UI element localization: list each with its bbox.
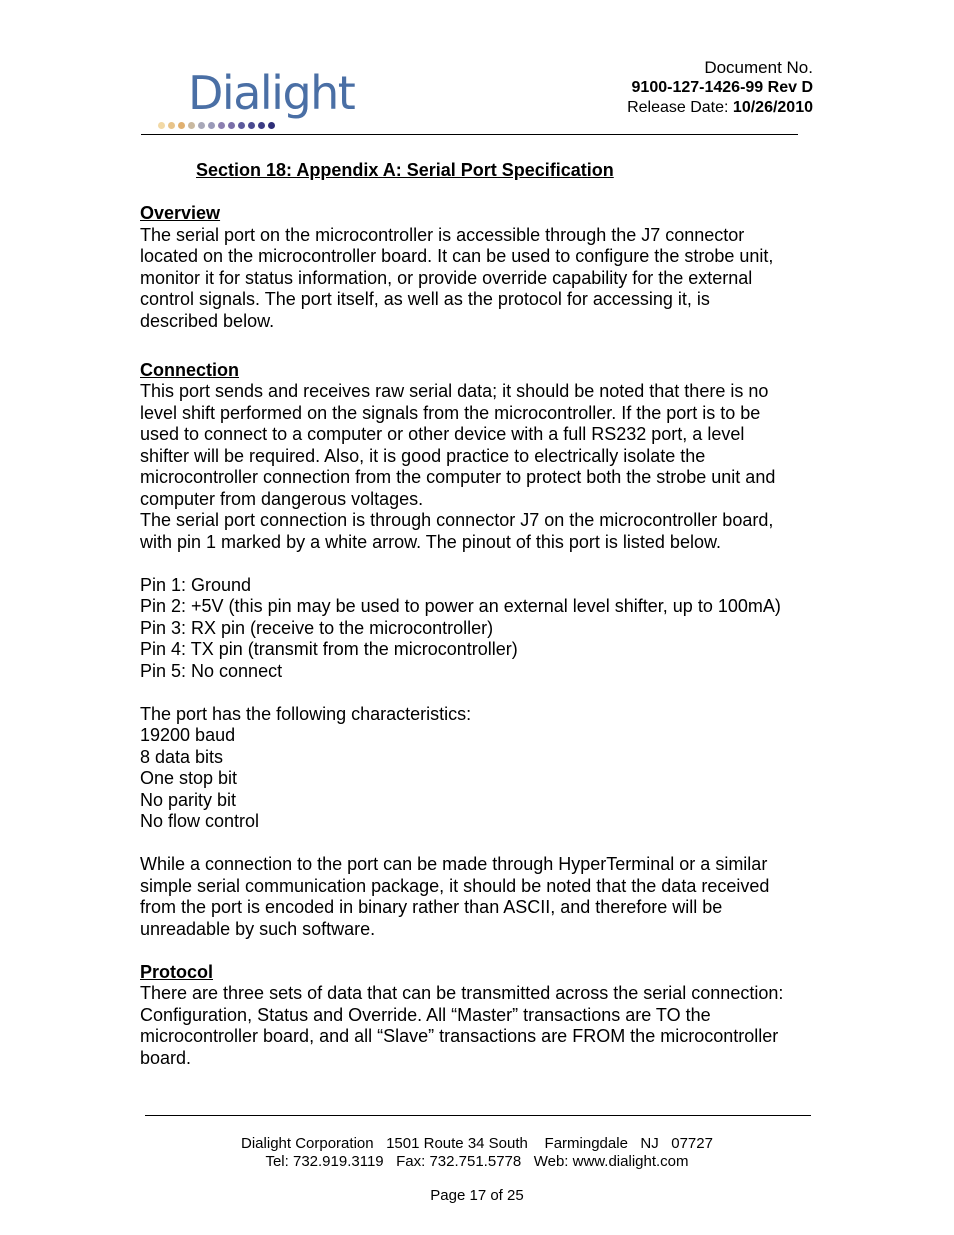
- protocol-heading: Protocol: [140, 961, 214, 982]
- release-date: 10/26/2010: [732, 99, 813, 116]
- text-line: The serial port connection is through connector J7 on the microcontroller board,: [140, 510, 774, 530]
- doc-label: Document No.: [704, 58, 813, 77]
- logo-dot: [208, 122, 215, 129]
- page-number: Page 17 of 25: [430, 1187, 524, 1204]
- text-line: unreadable by such software.: [140, 918, 376, 939]
- logo-dot: [238, 122, 245, 129]
- footer-contact: Tel: 732.919.3119 Fax: 732.751.5778 Web: www.dialight.com: [265, 1153, 689, 1170]
- text-line: microcontroller connection from the computer to protect both the strobe unit and: [140, 467, 776, 487]
- overview-paragraph: [140, 225, 830, 333]
- logo-dot: [188, 122, 195, 129]
- text-line: Pin 4: TX pin (transmit from the microcontroller): [140, 639, 518, 659]
- characteristics-list: [140, 725, 830, 833]
- pinout-list: [140, 575, 830, 683]
- logo-dot: [168, 122, 175, 129]
- text-line: Pin 5: No connect: [140, 660, 283, 681]
- logo-dot: [268, 122, 275, 129]
- text-line: 19200 baud: [140, 725, 236, 745]
- logo-dot: [258, 122, 265, 129]
- text-line: computer from dangerous voltages.: [140, 488, 424, 509]
- logo-dot: [218, 122, 225, 129]
- text-line: This port sends and receives raw serial data; it should be noted that there is no: [140, 381, 769, 401]
- footer-divider: [145, 1115, 811, 1116]
- text-line: control signals. The port itself, as well as the protocol for accessing it, is: [140, 289, 710, 309]
- text-line: microcontroller board, and all “Slave” transactions are FROM the microcontroller: [140, 1026, 779, 1046]
- hyperterminal-note: [140, 854, 830, 940]
- page-footer: [0, 1135, 954, 1205]
- text-line: The serial port on the microcontroller is accessible through the J7 connector: [140, 224, 745, 245]
- text-line: used to connect to a computer or other device with a full RS232 port, a level: [140, 424, 745, 444]
- text-line: board.: [140, 1047, 192, 1068]
- text-line: Configuration, Status and Override. All “Master” transactions are TO the: [140, 1004, 711, 1025]
- text-line: While a connection to the port can be made through HyperTerminal or a similar: [140, 854, 768, 874]
- release-label: Release Date:: [627, 99, 729, 116]
- doc-number: 9100-127-1426-99 Rev D: [631, 79, 813, 96]
- connection-heading: Connection: [140, 359, 239, 380]
- release-line: [627, 98, 813, 118]
- section-title: Section 18: Appendix A: Serial Port Specification: [196, 160, 614, 180]
- document-body: [140, 203, 830, 1069]
- characteristics-intro: The port has the following characteristics:: [140, 703, 472, 724]
- logo-dot: [228, 122, 235, 129]
- text-line: No flow control: [140, 811, 260, 831]
- text-line: simple serial communication package, it should be noted that the data received: [140, 875, 770, 896]
- text-line: located on the microcontroller board. It can be used to configure the strobe unit,: [140, 246, 774, 266]
- text-line: Pin 2: +5V (this pin may be used to power an external level shifter, up to 100mA): [140, 596, 781, 616]
- text-line: Pin 1: Ground: [140, 574, 252, 595]
- text-line: There are three sets of data that can be transmitted across the serial connection:: [140, 983, 784, 1003]
- text-line: shifter will be required. Also, it is good practice to electrically isolate the: [140, 445, 706, 466]
- overview-heading: Overview: [140, 203, 221, 223]
- text-line: from the port is encoded in binary rather than ASCII, and therefore will be: [140, 897, 723, 917]
- logo-wordmark: Dialight: [188, 66, 355, 120]
- logo-dot: [178, 122, 185, 129]
- logo-dots: [158, 122, 275, 130]
- text-line: 8 data bits: [140, 746, 224, 767]
- text-line: One stop bit: [140, 768, 238, 788]
- text-line: monitor it for status information, or provide override capability for the external: [140, 267, 753, 288]
- footer-address: Dialight Corporation 1501 Route 34 South Farmingdale NJ 07727: [241, 1135, 713, 1152]
- text-line: Pin 3: RX pin (receive to the microcontroller): [140, 617, 494, 638]
- header-divider: [141, 134, 798, 135]
- text-line: No parity bit: [140, 789, 237, 810]
- connection-paragraph: [140, 381, 830, 553]
- text-line: level shift performed on the signals from the microcontroller. If the port is to be: [140, 402, 761, 423]
- logo-dot: [198, 122, 205, 129]
- logo-dot: [248, 122, 255, 129]
- text-line: described below.: [140, 310, 275, 331]
- protocol-paragraph: [140, 983, 830, 1069]
- document-info: [627, 58, 813, 118]
- text-line: with pin 1 marked by a white arrow. The pinout of this port is listed below.: [140, 531, 721, 552]
- company-logo: [158, 68, 378, 132]
- logo-dot: [158, 122, 165, 129]
